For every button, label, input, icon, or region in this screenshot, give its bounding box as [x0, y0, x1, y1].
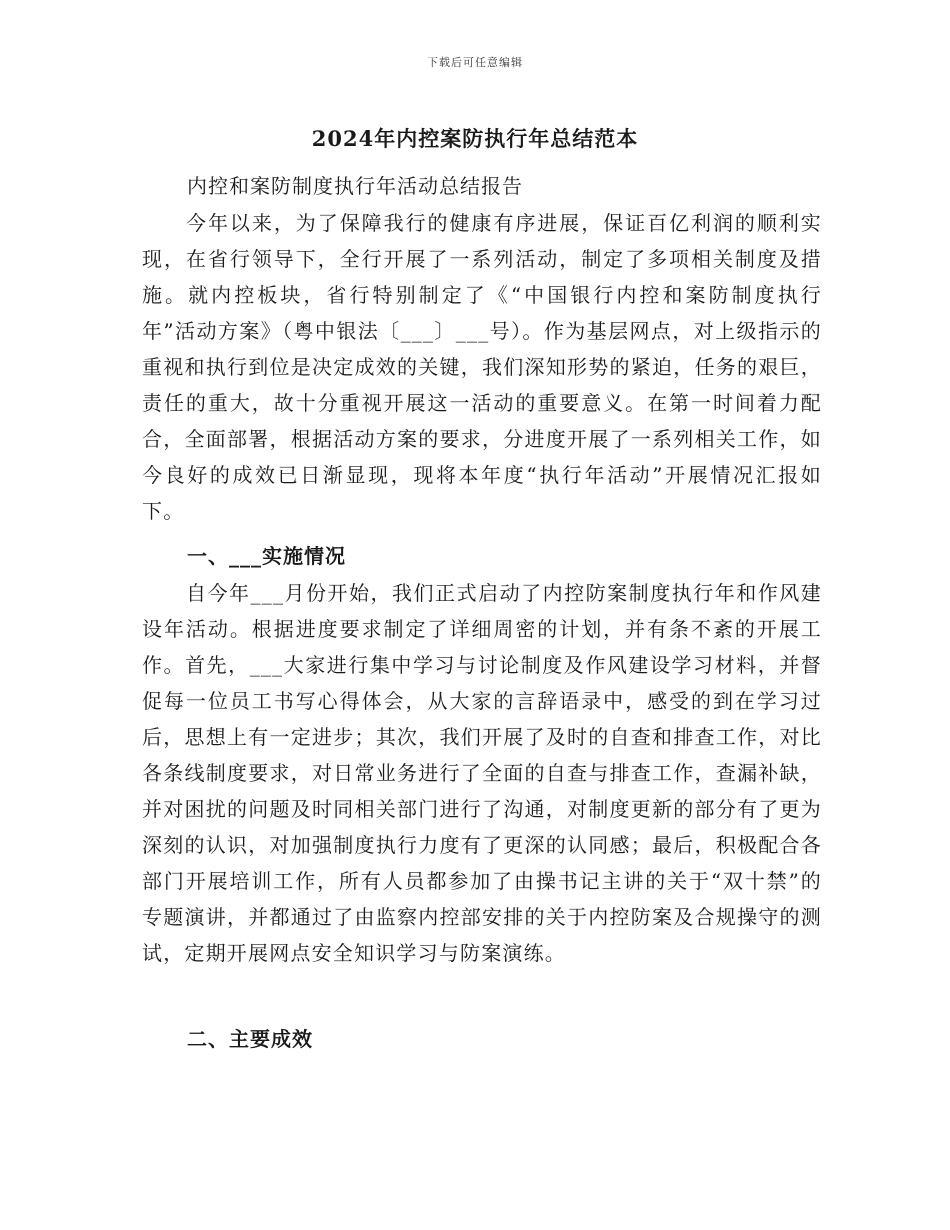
document-subtitle: 内控和案防制度执行年活动总结报告 — [187, 174, 523, 198]
section-heading-implementation: 一、___实施情况 — [187, 544, 346, 568]
paragraph-intro: 今年以来，为了保障我行的健康有序进展，保证百亿利润的顺利实现，在省行领导下，全行开展了一系列活动，制定了多项相关制度及措施。就内控板块，省行特别制定了《“中国银行内控和案防制度执行年”活动方案》（粤中银法〔___〕___号）。作为基层网点，对上级指示的重视和执行到位是决定成效的关键，我们深知形势的紧迫，任务的艰巨，责任的重大，故十分重视开展这一活动的重要意义。在第一时间着力配合，全面部署，根据活动方案的要求，分进度开展了一系列相关工作，如今良好的成效已日渐显现，现将本年度“执行年活动”开展情况汇报如下。 — [142, 211, 822, 523]
document-title: 2024年内控案防执行年总结范本 — [311, 126, 639, 151]
paragraph-implementation: 自今年___月份开始，我们正式启动了内控防案制度执行年和作风建设年活动。根据进度要求制定了详细周密的计划，并有条不紊的开展工作。首先，___大家进行集中学习与讨论制度及作风建设学习材料，并督促每一位员工书写心得体会，从大家的言辞语录中，感受的到在学习过后，思想上有一定进步；其次，我们开展了及时的自查和排查工作，对比各条线制度要求，对日常业务进行了全面的自查与排查工作，查漏补缺，并对困扰的问题及时同相关部门进行了沟通，对制度更新的部分有了更为深刻的认识，对加强制度执行力度有了更深的认同感；最后，积极配合各部门开展培训工作，所有人员都参加了由操书记主讲的关于“双十禁”的专题演讲，并都通过了由监察内控部安排的关于内控防案及合规操守的测试，定期开展网点安全知识学习与防案演练。 — [142, 581, 822, 965]
section-heading-results: 二、主要成效 — [187, 1027, 313, 1051]
header-note: 下载后可任意编辑 — [427, 56, 523, 69]
